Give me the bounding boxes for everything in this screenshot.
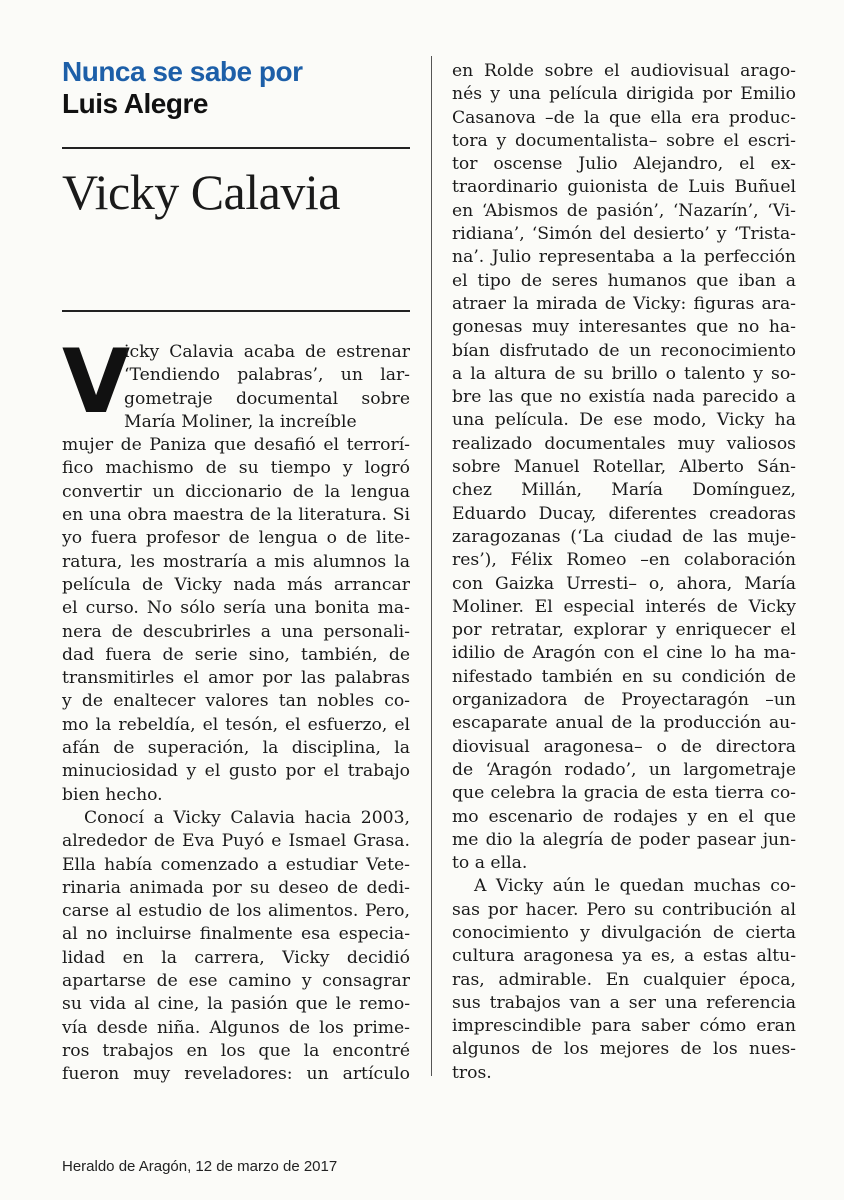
text-line: Casanova –de la que ella era produc- xyxy=(452,107,796,128)
text-line: por retratar, explorar y enriquecer el xyxy=(452,620,796,641)
text-line: ridiana’, ‘Simón del desierto’ y ‘Trista- xyxy=(452,224,796,245)
text-line: bien hecho. xyxy=(62,784,163,805)
text-line: mujer de Paniza que desafió el terrorí- xyxy=(62,435,410,456)
text-line: minuciosidad y el gusto por el trabajo xyxy=(62,761,410,782)
text-line: en Rolde sobre el audiovisual arago- xyxy=(452,61,796,81)
text-line: atraer la mirada de Vicky: figuras ara- xyxy=(452,293,796,314)
text-line: convertir un diccionario de la lengua xyxy=(62,481,410,502)
text-line: mo escenario de rodajes y en el que xyxy=(452,806,796,827)
text-line: lidad en la carrera, Vicky decidió xyxy=(62,947,410,968)
text-line: afán de superación, la disciplina, la xyxy=(62,738,410,759)
header-divider xyxy=(62,147,410,149)
text-line: vía desde niña. Algunos de los prime- xyxy=(62,1017,410,1038)
text-line: chez Millán, María Domínguez, xyxy=(452,480,796,501)
text-line: fico machismo de su tiempo y logró xyxy=(62,458,410,479)
text-line: traordinario guionista de Luis Buñuel xyxy=(452,177,796,198)
author-name: Luis Alegre xyxy=(62,88,208,119)
text-line: ros trabajos en los que la encontré xyxy=(62,1040,410,1061)
text-line: algunos de los mejores de los nues- xyxy=(452,1039,796,1060)
text-line: y de enaltecer valores tan nobles co- xyxy=(62,691,410,712)
text-line: organizadora de Proyectaragón –un xyxy=(452,690,796,711)
text-line: res’), Félix Romeo –en colaboración xyxy=(452,550,796,571)
text-line: nés y una película dirigida por Emilio xyxy=(452,84,796,105)
text-line: Eduardo Ducay, diferentes creadoras xyxy=(452,503,796,524)
text-line: su vida al cine, la pasión que le remo- xyxy=(62,994,410,1015)
text-line: transmitirles el amor por las palabras xyxy=(62,668,410,689)
text-line: sobre Manuel Rotellar, Alberto Sán- xyxy=(452,457,796,478)
text-line: bían disfrutado de un reconocimiento xyxy=(452,340,796,361)
text-line: realizado documentales muy valiosos xyxy=(452,433,796,454)
article-column-2 xyxy=(452,60,796,1085)
text-line: que celebra la gracia de esta tierra co- xyxy=(452,783,796,804)
text-line: na’. Julio representaba a la perfección xyxy=(452,247,796,268)
text-line: en ‘Abismos de pasión’, ‘Nazarín’, ‘Vi- xyxy=(452,200,796,221)
text-line: A Vicky aún le quedan muchas co- xyxy=(474,876,796,897)
text-line: alrededor de Eva Puyó e Ismael Grasa. xyxy=(62,831,410,852)
text-line: mo la rebeldía, el tesón, el esfuerzo, el xyxy=(62,714,410,735)
article-headline: Vicky Calavia xyxy=(62,164,340,220)
text-line: yo fuera profesor de lengua o de lite- xyxy=(62,528,410,549)
article-column-1 xyxy=(62,330,410,1087)
text-line: Conocí a Vicky Calavia hacia 2003, xyxy=(84,807,410,828)
section-title: Nunca se sabe por xyxy=(62,56,303,87)
text-line: tora y documentalista– sobre el escri- xyxy=(452,130,796,151)
text-line: carse al estudio de los alimentos. Pero, xyxy=(62,901,410,922)
text-line: nifestado también en su condición de xyxy=(452,666,796,687)
text-line: zaragozanas (‘La ciudad de las muje- xyxy=(452,526,796,547)
text-line: conocimiento y divulgación de cierta xyxy=(452,922,796,943)
text-line: de ‘Aragón rodado’, un largometraje xyxy=(452,759,796,780)
text-line: apartarse de ese camino y consagrar xyxy=(62,971,410,992)
text-line: icky Calavia acaba de estrenar xyxy=(124,342,410,362)
text-line: al no incluirse finalmente esa especia- xyxy=(62,924,410,945)
text-line: gometraje documental sobre xyxy=(124,388,410,409)
text-line: ras, admirable. En cualquier época, xyxy=(452,969,796,990)
text-line: tor oscense Julio Alejandro, el ex- xyxy=(452,154,796,175)
text-line: el curso. No sólo sería una bonita ma- xyxy=(62,598,410,619)
text-line: tros. xyxy=(452,1062,492,1083)
text-line: diovisual aragonesa– o de directora xyxy=(452,736,796,757)
text-line: ‘Tendiendo palabras’, un lar- xyxy=(124,365,410,386)
text-line: dad fuera de serie sino, también, de xyxy=(62,644,410,665)
column-header xyxy=(62,56,410,120)
drop-cap: V xyxy=(62,330,131,433)
text-line: bre las que no existía nada parecido a xyxy=(452,387,796,408)
text-line: cultura aragonesa ya es, a estas altu- xyxy=(452,946,796,967)
text-line: sas por hacer. Pero su contribución al xyxy=(452,899,796,920)
text-line: idilio de Aragón con el cine lo ha ma- xyxy=(452,643,796,664)
text-line: rinaria animada por su deseo de dedi- xyxy=(62,877,410,898)
text-line: María Moliner, la increíble xyxy=(124,411,357,432)
headline-divider xyxy=(62,310,410,312)
text-line: nera de descubrirles a una personali- xyxy=(62,621,410,642)
text-line: fueron muy reveladores: un artículo xyxy=(62,1064,410,1085)
text-line: con Gaizka Urresti– o, ahora, María xyxy=(452,573,796,594)
text-line: imprescindible para saber cómo eran xyxy=(452,1016,796,1037)
text-line: película de Vicky nada más arrancar xyxy=(62,574,410,595)
column-divider xyxy=(431,56,432,1076)
text-line: en una obra maestra de la literatura. Si xyxy=(62,505,410,526)
source-footer: Heraldo de Aragón, 12 de marzo de 2017 xyxy=(62,1158,338,1175)
text-line: escaparate anual de la producción au- xyxy=(452,713,796,734)
text-line: ratura, les mostraría a mis alumnos la xyxy=(62,551,410,572)
text-line: Ella había comenzado a estudiar Vete- xyxy=(62,854,410,875)
text-line: Moliner. El especial interés de Vicky xyxy=(452,596,796,617)
text-line: me dio la alegría de poder pasear jun- xyxy=(452,829,796,850)
text-line: gonesas muy interesantes que no ha- xyxy=(452,317,796,338)
text-line: una película. De ese modo, Vicky ha xyxy=(452,410,796,431)
text-line: a la altura de su brillo o talento y so- xyxy=(452,363,796,384)
text-line: to a ella. xyxy=(452,853,528,874)
text-line: sus trabajos van a ser una referencia xyxy=(452,992,796,1013)
text-line: el tipo de seres humanos que iban a xyxy=(452,270,796,291)
